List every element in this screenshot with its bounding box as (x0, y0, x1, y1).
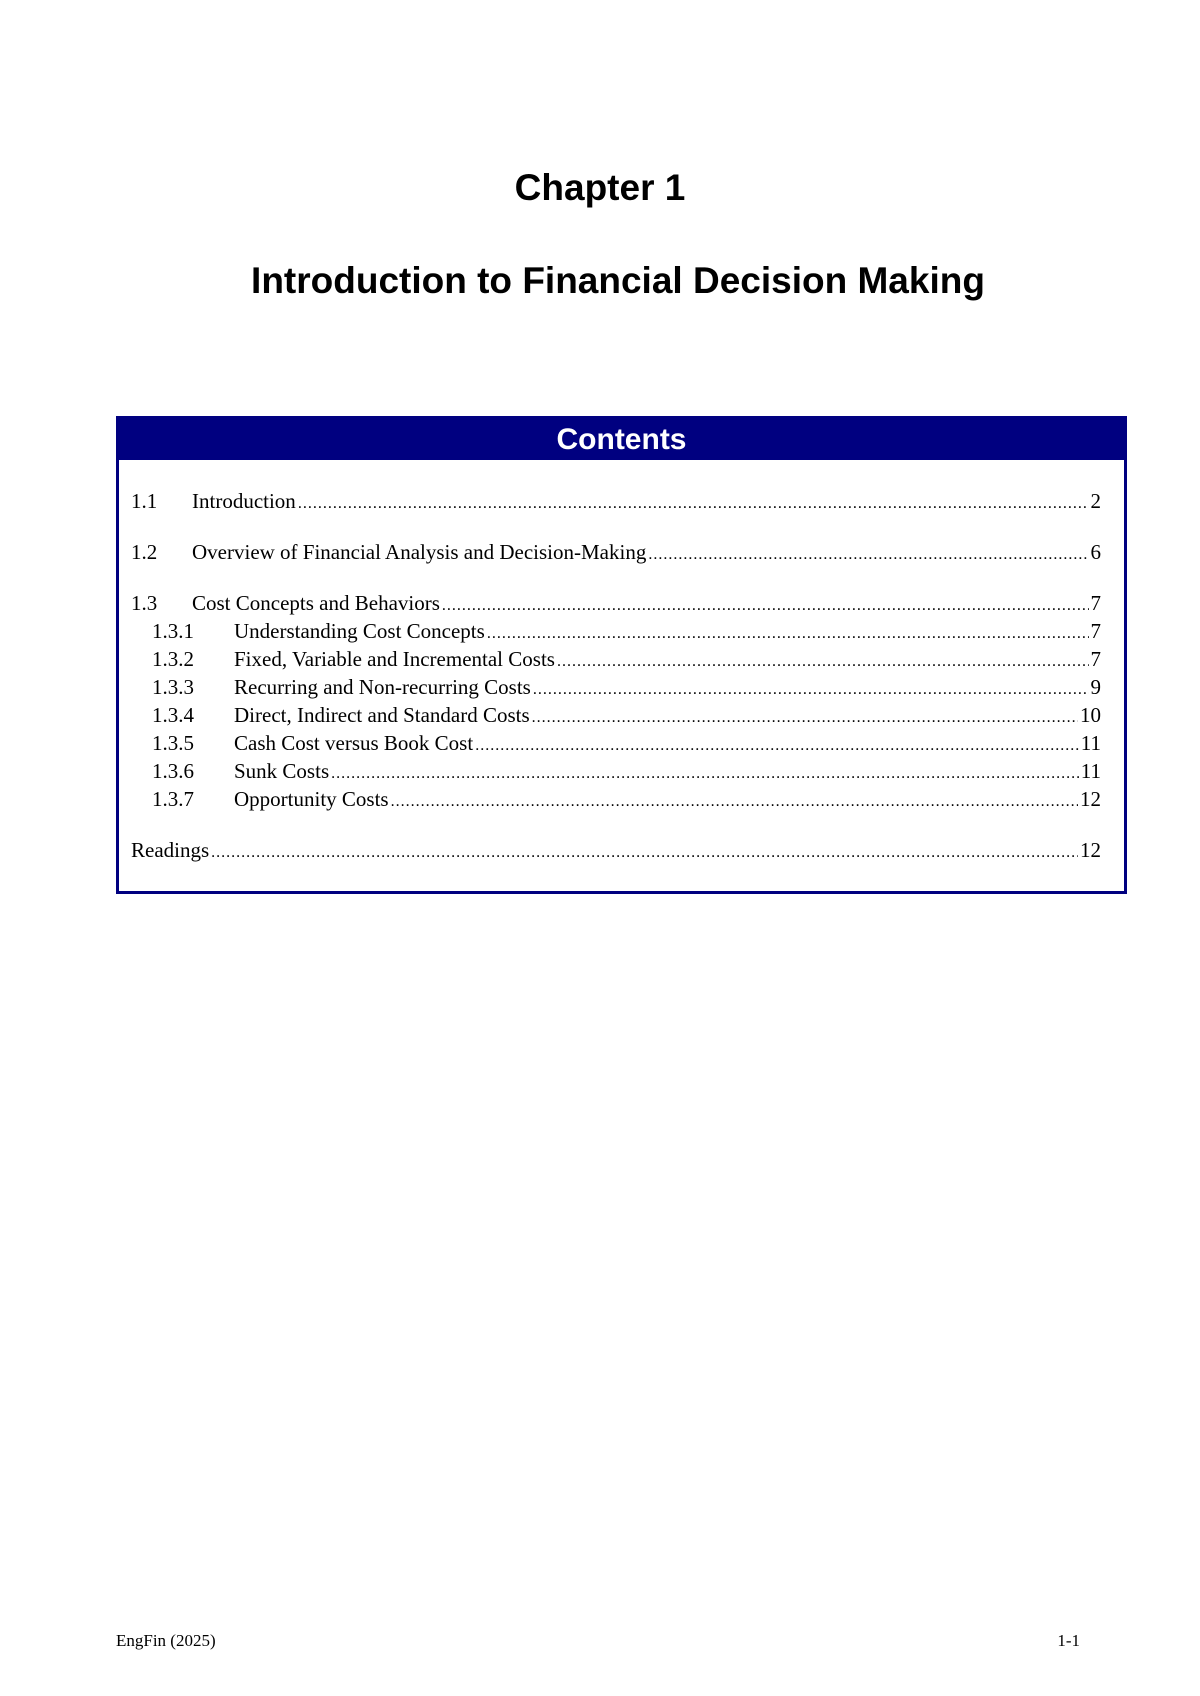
toc-dot-leader (557, 649, 1089, 675)
toc-entry-title: Sunk Costs (234, 759, 330, 783)
toc-entry-number: 1.3.7 (152, 787, 194, 811)
footer-course-label: EngFin (2025) (116, 1631, 216, 1650)
toc-dot-leader (298, 491, 1089, 517)
toc-subentry[interactable] (131, 618, 1101, 647)
toc-entry-page: 6 (1090, 540, 1101, 564)
toc-entry-title: Cost Concepts and Behaviors (192, 591, 440, 615)
toc-dot-leader (532, 705, 1078, 731)
toc-entry-number: 1.3.5 (152, 731, 194, 755)
contents-box (116, 416, 1127, 894)
toc-dot-leader (533, 677, 1089, 703)
toc-entry-number: 1.2 (131, 540, 158, 564)
toc-entry-page: 7 (1090, 591, 1101, 615)
toc-entry-page: 12 (1080, 838, 1101, 862)
toc-entry-page: 12 (1080, 787, 1101, 811)
toc-entry-page: 11 (1080, 731, 1101, 755)
toc-entry-number: 1.3.4 (152, 703, 194, 727)
toc-entry[interactable] (131, 488, 1101, 517)
toc-subentry[interactable] (131, 646, 1101, 675)
toc-entry-page: 9 (1090, 675, 1101, 699)
toc-entry-page: 2 (1090, 489, 1101, 513)
toc-entry-number: 1.3 (131, 591, 158, 615)
toc-dot-leader (475, 733, 1079, 759)
toc-dot-leader (331, 761, 1079, 787)
toc-entry-title: Understanding Cost Concepts (234, 619, 485, 643)
toc-entry-title: Direct, Indirect and Standard Costs (234, 703, 530, 727)
chapter-subtitle: Introduction to Financial Decision Making (251, 260, 985, 301)
toc-entry-title: Cash Cost versus Book Cost (234, 731, 474, 755)
toc-entry-number: 1.1 (131, 489, 158, 513)
toc-entry-title: Opportunity Costs (234, 787, 389, 811)
toc-entry-number: 1.3.1 (152, 619, 194, 643)
toc-entry-page: 11 (1080, 759, 1101, 783)
contents-header: Contents (119, 419, 1124, 460)
toc-dot-leader (391, 789, 1078, 815)
toc-dot-leader (442, 593, 1089, 619)
toc-entry-title: Overview of Financial Analysis and Decision-Making (192, 540, 647, 564)
toc-entry-title: Readings (131, 838, 210, 862)
toc-entry-title: Introduction (192, 489, 296, 513)
toc-subentry[interactable] (131, 758, 1101, 787)
toc-entry[interactable] (131, 590, 1101, 619)
toc-entry-page: 7 (1090, 647, 1101, 671)
footer-page-number: 1-1 (1057, 1631, 1080, 1650)
toc-entry[interactable] (131, 539, 1101, 568)
toc-entry-page: 10 (1080, 703, 1101, 727)
toc-dot-leader (211, 840, 1078, 866)
toc-entry-title: Fixed, Variable and Incremental Costs (234, 647, 555, 671)
toc-subentry[interactable] (131, 674, 1101, 703)
toc-entry-page: 7 (1090, 619, 1101, 643)
toc-entry-readings[interactable] (131, 837, 1101, 866)
toc-subentry[interactable] (131, 730, 1101, 759)
toc-entry-title: Recurring and Non-recurring Costs (234, 675, 531, 699)
toc-subentry[interactable] (131, 702, 1101, 731)
toc-entry-number: 1.3.3 (152, 675, 194, 699)
toc-dot-leader (487, 621, 1089, 647)
toc-subentry[interactable] (131, 786, 1101, 815)
toc-dot-leader (648, 542, 1088, 568)
toc-entry-number: 1.3.2 (152, 647, 194, 671)
toc-entry-number: 1.3.6 (152, 759, 194, 783)
chapter-title: Chapter 1 (514, 167, 686, 208)
